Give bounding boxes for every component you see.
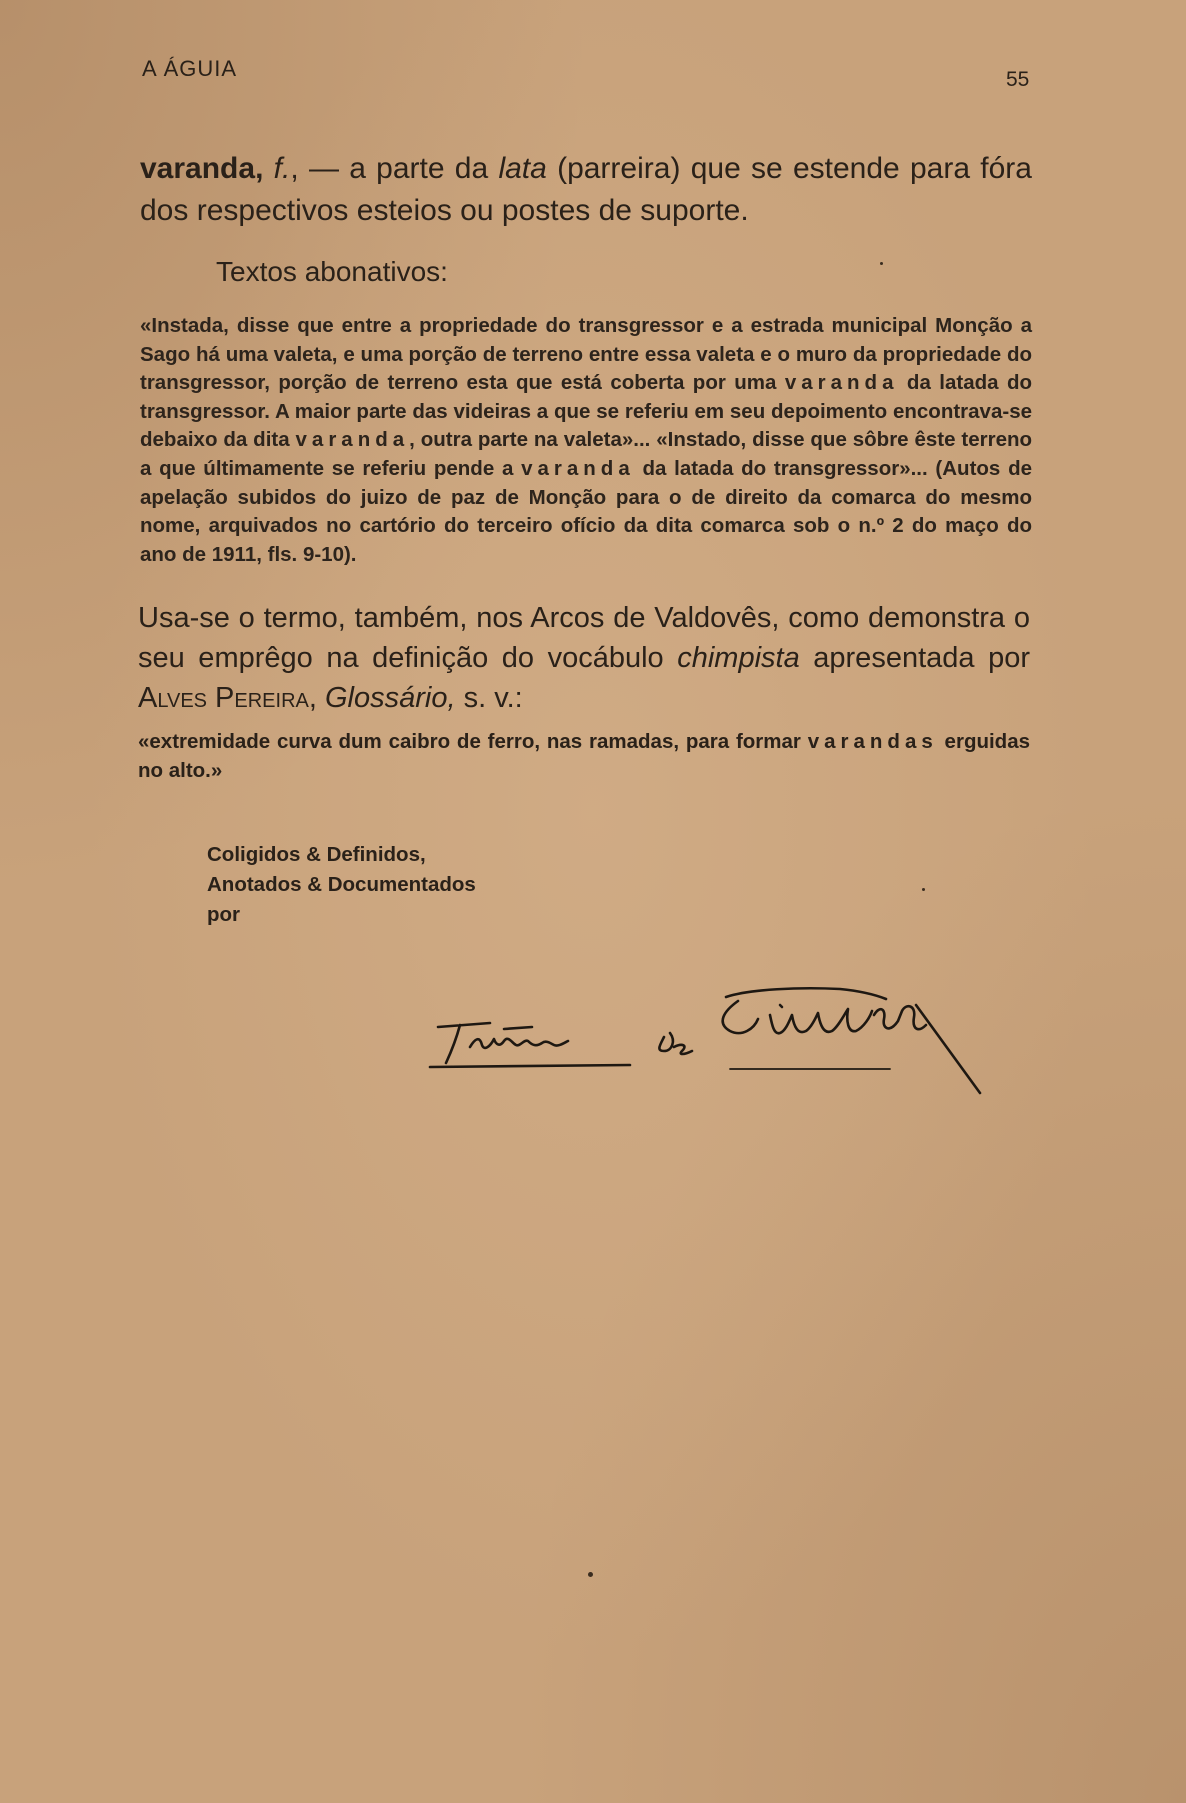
quote-term-2: varanda	[295, 428, 410, 452]
page-number: 55	[1006, 68, 1030, 91]
quote-text-2: da latada do transgressor. A maior parte das videiras a que se referiu em seu depoimento encontrava-se debaixo da dita	[140, 371, 1032, 452]
glossary-quote	[138, 728, 1030, 785]
chimpista-term: chimpista	[677, 642, 800, 674]
credits-line-3: por	[207, 903, 241, 926]
handwritten-signature	[420, 985, 1020, 1105]
sub-heading: Textos abonativos:	[216, 256, 448, 287]
credits-line-2: Anotados & Documentados	[207, 873, 476, 896]
credits	[207, 840, 476, 930]
entry-dash: , — a parte da	[290, 152, 499, 185]
paper-speck	[880, 262, 883, 265]
running-head: A ÁGUIA	[142, 56, 238, 81]
quote-term-3: varanda	[521, 456, 635, 480]
dictionary-entry	[140, 148, 1032, 232]
paper-speck	[588, 1572, 593, 1577]
citation-quote	[140, 312, 1032, 569]
usage-text-3: ,	[308, 682, 325, 714]
usage-text-1: Usa-se o termo, também, nos Arcos de Valdovês, como demonstra o seu emprêgo na definição do vocábulo	[138, 602, 1030, 674]
signature-drawing	[420, 985, 1020, 1105]
glossary-text-1: «extremidade curva dum caibro de ferro, nas ramadas, para formar	[138, 730, 808, 753]
glossario-title: Glossário,	[325, 682, 456, 714]
author-name: Alves Pereira	[138, 682, 309, 714]
quote-text-3: , outra parte na valeta»... «Instado, disse que sôbre êste terreno a que últimamente se referiu pende a	[140, 428, 1033, 480]
usage-text-2: apresentada por	[799, 642, 1030, 674]
gender-abbrev: f.	[273, 152, 291, 185]
quote-text-1: «Instada, disse que entre a propriedade do transgressor e a estrada municipal Monção a Sago há uma valeta, e uma porção de terreno entre essa valeta e o muro da propriedade do transgressor, porção de terreno esta que está coberta por uma	[140, 314, 1032, 395]
credits-line-1: Coligidos & Definidos,	[207, 843, 426, 866]
usage-text-4: s. v.:	[455, 682, 523, 714]
paper-speck	[922, 888, 925, 891]
quote-term-1: varanda	[784, 371, 899, 395]
entry-definition: (parreira) que se estende para fóra dos respectivos esteios ou postes de suporte.	[140, 152, 1032, 227]
glossary-text-2: erguidas no alto.»	[138, 730, 1031, 782]
quote-text-4: da latada do transgressor»... (Autos de apelação subidos do juizo de paz de Monção para o de direito da comarca do mesmo nome, arquivados no cartório do terceiro ofício da dita comarca sob o n.º 2 do maço do ano de 1911, fls. 9-10).	[140, 456, 1032, 566]
headword: varanda,	[140, 152, 264, 185]
usage-paragraph	[138, 598, 1030, 718]
lata-term: lata	[498, 152, 547, 185]
glossary-term: varandas	[807, 730, 938, 753]
